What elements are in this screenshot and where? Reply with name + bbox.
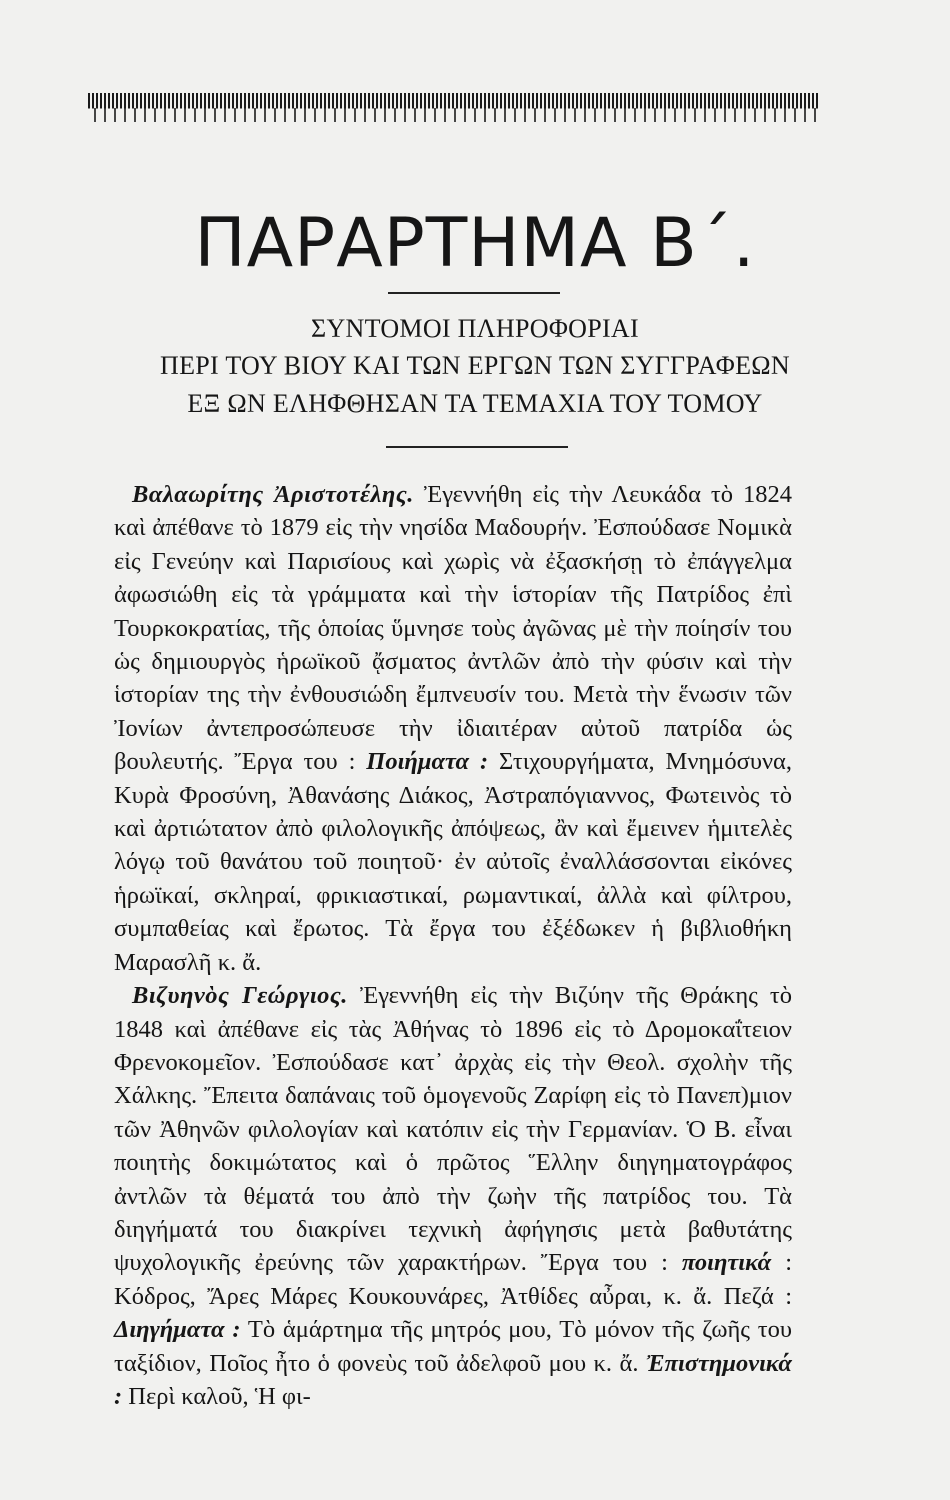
works-label: Ἐπιστημονικά :	[114, 1349, 792, 1410]
subtitle-line-1: ΣΥΝΤΟΜΟΙ ΠΛΗΡΟΦΟΡΙΑΙ	[311, 314, 639, 343]
entries-body	[114, 478, 792, 1413]
entry-text: Στιχουργήματα, Μνημόσυνα, Κυρὰ Φροσύνη, Ἀθανάσης Διάκος, Ἀστραπόγιαννος, Φωτεινὸς τὸ καὶ ἀρτιώτατον ἀπὸ φιλολογικῆς ἀπόψεως, ἂν καὶ ἔμεινεν ἡμιτελὲς λόγῳ τοῦ θανάτου τοῦ ποιητοῦ· ἐν αὐτοῖς ἐναλλάσσονται εἰκόνες ἡρωϊκαί, σκληραί, φρικιαστικαί, ρωμαντικαί, ἀλλὰ καὶ φίλτρου, συμπαθείας καὶ ἔρωτος. Τὰ ἔργα του ἐξέδωκεν ἡ βιβλιοθήκη Μαρασλῆ κ. ἄ.	[114, 748, 792, 976]
works-label: Ποιήματα :	[366, 748, 489, 776]
author-name: Βιζυηνὸς Γεώργιος.	[132, 982, 348, 1010]
subtitle-line-2: ΠΕΡΙ ΤΟΥ ΒΙΟΥ ΚΑΙ ΤΩΝ ΕΡΓΩΝ ΤΩΝ ΣΥΓΓΡΑΦΕΩΝ	[160, 351, 790, 380]
entry-text: : Κόδρος, Ἄρες Μάρες Κουκουνάρες, Ἀτθίδες αὖραι, κ. ἄ. Πεζά :	[114, 1249, 792, 1310]
entry-text: Ἐγεννήθη εἰς τὴν Βιζύην τῆς Θράκης τὸ 1848 καὶ ἀπέθανε εἰς τὰς Ἀθήνας τὸ 1896 εἰς τὸ Δρομοκαΐτειον Φρενοκομεῖον. Ἐσπούδασε κατ᾿ ἀρχὰς εἰς τὴν Θεολ. σχολὴν τῆς Χάλκης. Ἔπειτα δαπάναις τοῦ ὁμογενοῦς Ζαρίφη εἰς τὸ Πανεπ)μιον τῶν Ἀθηνῶν φιλολογίαν καὶ κατόπιν εἰς τὴν Γερμανίαν. Ὁ Β. εἶναι ποιητὴς δοκιμώτατος καὶ ὁ πρῶτος Ἕλλην διηγηματογράφος ἀντλῶν τὰ θέματά του ἀπὸ τὴν ζωὴν τῆς πατρίδος του. Τὰ διηγήματά του διακρίνει τεχνικὴ ἀφήγησις μετὰ βαθυτάτης ψυχολογικῆς ἐρεύνης τῶν χαρακτήρων. Ἔργα του :	[114, 982, 792, 1277]
works-label: ποιητικά	[681, 1249, 772, 1277]
entry-text: Τὸ ἁμάρτημα τῆς μητρός μου, Τὸ μόνον τῆς ζωῆς του ταξίδιον, Ποῖος ἦτο ὁ φονεὺς τοῦ ἀδελφοῦ μου κ. ἄ.	[114, 1316, 792, 1377]
works-label: Διηγήματα :	[114, 1316, 241, 1344]
subtitle-line-3: ΕΞ ΩΝ ΕΛΗΦΘΗΣΑΝ ΤΑ ΤΕΜΑΧΙΑ ΤΟΥ ΤΟΜΟΥ	[187, 389, 763, 418]
entry-vizyinos	[114, 979, 792, 1413]
title-rule	[388, 292, 560, 294]
appendix-title: ΠΑΡΑΡΤΗΜΑ Β΄.	[194, 204, 756, 283]
entry-valaoritis	[114, 478, 792, 979]
entry-text: Ἐγεννήθη εἰς τὴν Λευκάδα τὸ 1824 καὶ ἀπέθανε τὸ 1879 εἰς τὴν νησίδα Μαδουρήν. Ἐσπούδασε Νομικὰ εἰς Γενεύην καὶ Παρισίους καὶ χωρὶς νὰ ἐξασκήσῃ τὸ ἐπάγγελμα ἀφωσιώθη εἰς τὰ γράμματα καὶ τὴν ἱστορίαν τῆς Πατρίδος ἐπὶ Τουρκοκρατίας, τῆς ὁποίας ὕμνησε τοὺς ἀγῶνας μὲ τὴν ποίησίν του ὡς δημιουργὸς ἡρωϊκοῦ ᾄσματος ἀντλῶν ἀπὸ τὴν φύσιν καὶ τὴν ἱστορίαν της τὴν ἐνθουσιώδη ἔμπνευσίν του. Μετὰ τὴν ἕνωσιν τῶν Ἰονίων ἀντεπροσώπευσε τὴν ἰδιαιτέραν αὐτοῦ πατρίδα ὡς βουλευτής. Ἔργα του :	[114, 481, 792, 776]
header-ornament-lower	[88, 108, 820, 122]
subtitle-rule	[386, 446, 568, 448]
author-name: Βαλαωρίτης Ἀριστοτέλης.	[132, 481, 414, 508]
entry-text: Περὶ καλοῦ, Ἡ φι-	[122, 1382, 311, 1410]
